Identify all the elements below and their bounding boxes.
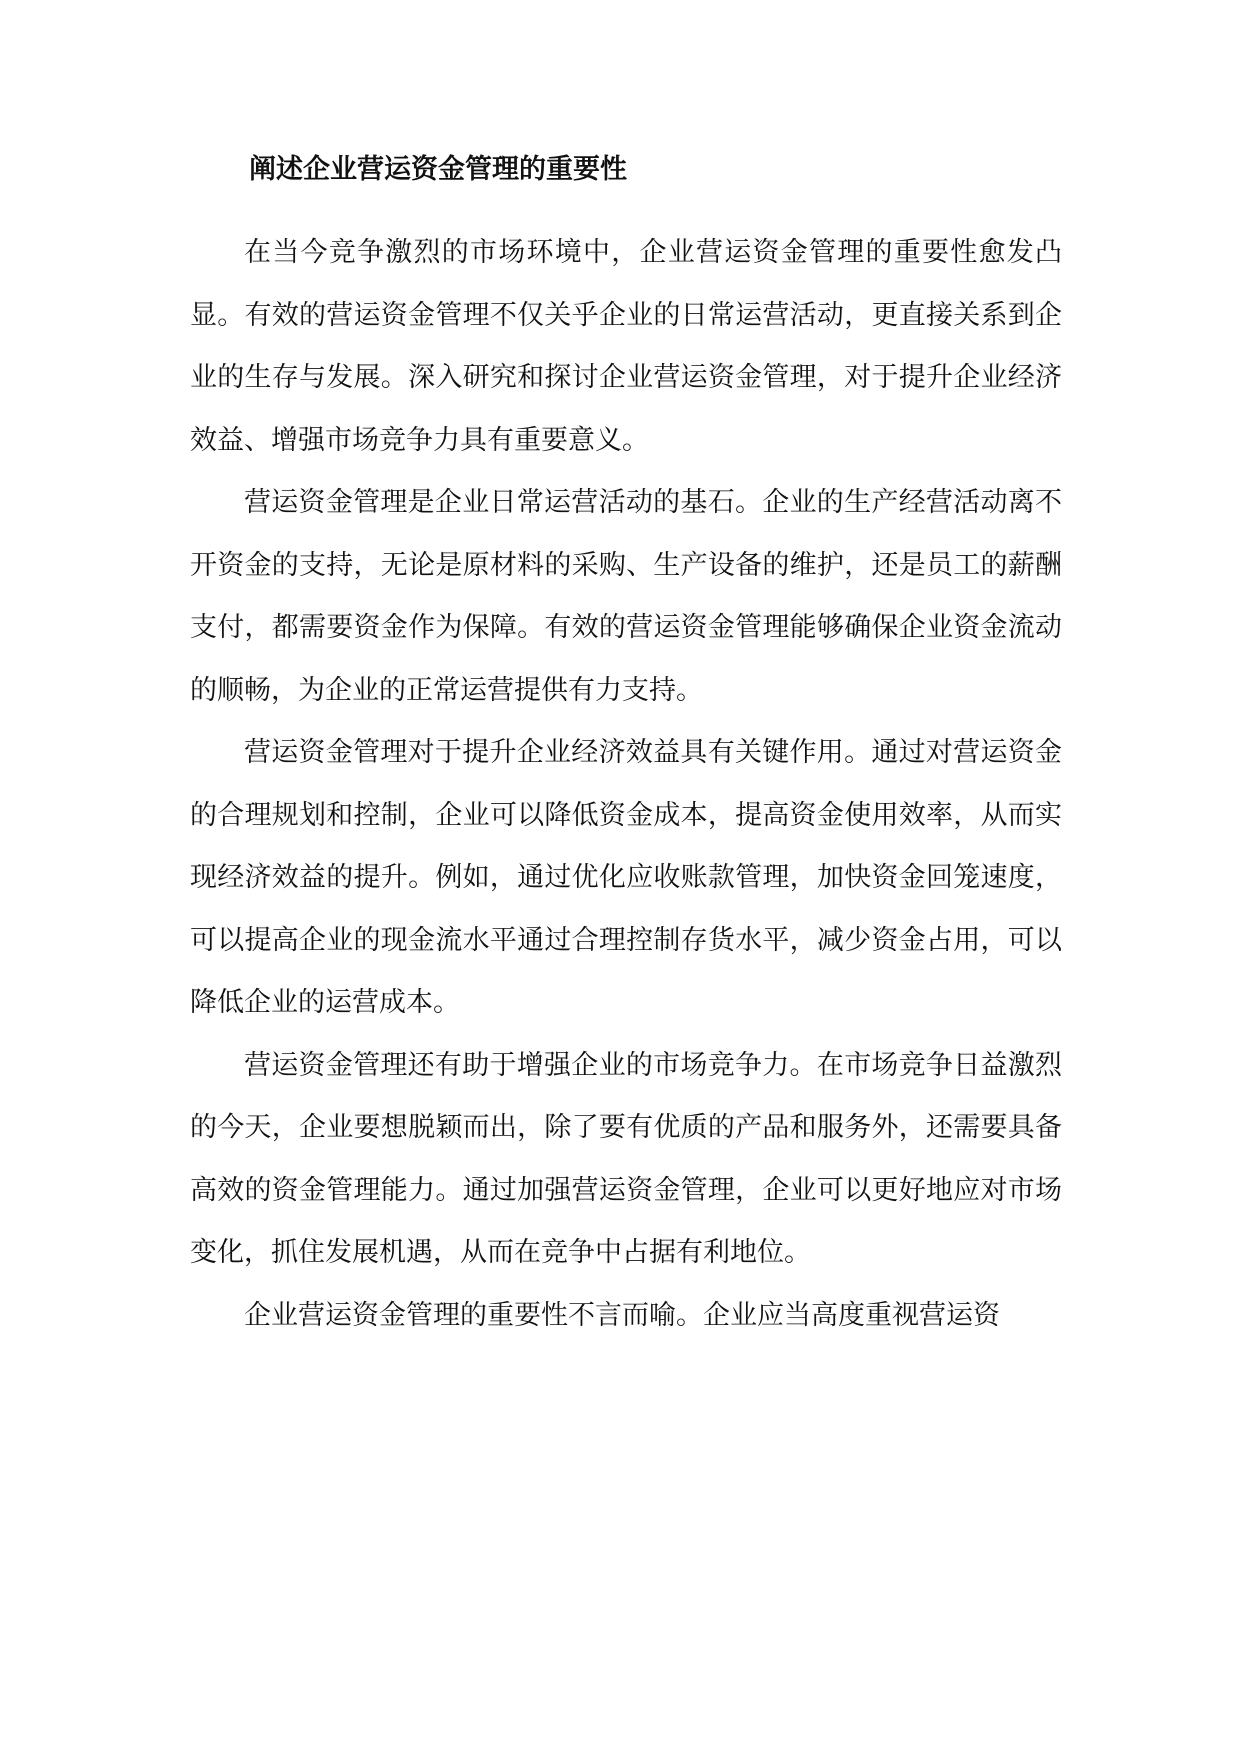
- paragraph-2: 营运资金管理是企业日常运营活动的基石。企业的生产经营活动离不开资金的支持，无论是原材料的采购、生产设备的维护，还是员工的薪酬支付，都需要资金作为保障。有效的营运资金管理能够确保企业资金流动的顺畅，为企业的正常运营提供有力支持。: [190, 487, 1062, 706]
- document-title: 阐述企业营运资金管理的重要性: [249, 154, 627, 185]
- paragraph-1: 在当今竞争激烈的市场环境中，企业营运资金管理的重要性愈发凸显。有效的营运资金管理不仅关乎企业的日常运营活动，更直接关系到企业的生存与发展。深入研究和探讨企业营运资金管理，对于提升企业经济效益、增强市场竞争力具有重要意义。: [190, 237, 1062, 456]
- paragraph-3: 营运资金管理对于提升企业经济效益具有关键作用。通过对营运资金的合理规划和控制，企业可以降低资金成本，提高资金使用效率，从而实现经济效益的提升。例如，通过优化应收账款管理，加快资金回笼速度，可以提高企业的现金流水平通过合理控制存货水平，减少资金占用，可以降低企业的运营成本。: [190, 737, 1062, 1018]
- document-body: [190, 222, 1062, 1347]
- paragraph-5: 企业营运资金管理的重要性不言而喻。企业应当高度重视营运资: [244, 1299, 1000, 1331]
- paragraph-4: 营运资金管理还有助于增强企业的市场竞争力。在市场竞争日益激烈的今天，企业要想脱颖而出，除了要有优质的产品和服务外，还需要具备高效的资金管理能力。通过加强营运资金管理，企业可以更好地应对市场变化，抓住发展机遇，从而在竞争中占据有利地位。: [190, 1049, 1062, 1268]
